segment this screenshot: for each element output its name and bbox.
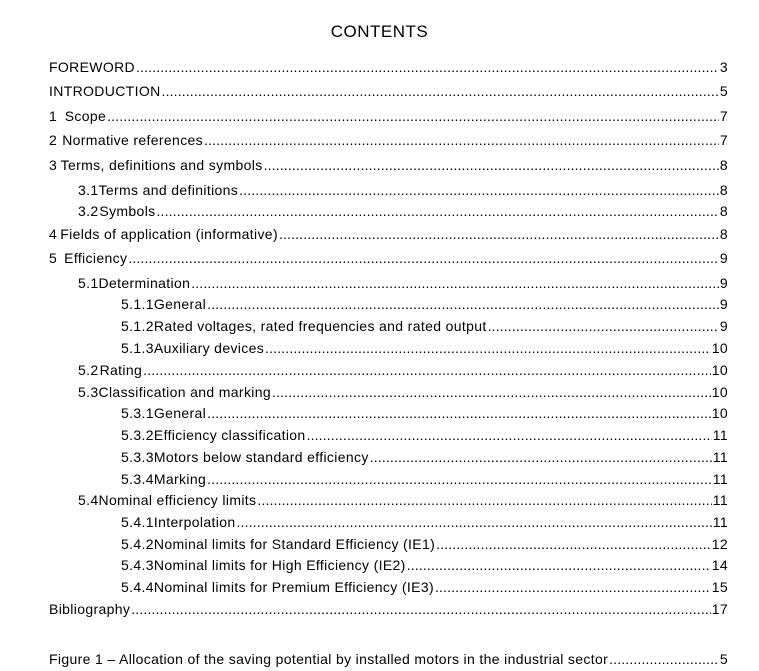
toc-entry-number: 5.4.4: [121, 579, 154, 595]
page-title: CONTENTS: [330, 22, 429, 41]
dot-leader: [237, 514, 712, 530]
toc-entry-page: 9: [719, 318, 728, 334]
toc-entry-fields-of-application[interactable]: [49, 226, 728, 244]
toc-entry-limits-ie2[interactable]: [121, 557, 728, 575]
toc-entry-interpolation[interactable]: [121, 514, 728, 532]
toc-entry-rated-voltages[interactable]: [121, 318, 728, 336]
toc-entry-efficiency-classification[interactable]: [121, 427, 728, 445]
toc-entry-number: 2: [49, 132, 58, 148]
toc-entry-page: 7: [719, 132, 728, 148]
toc-entry-page: 14: [711, 557, 728, 573]
toc-entry-number: 5.3.4: [121, 471, 154, 487]
toc-entry-number: 5.3.3: [121, 449, 154, 465]
toc-entry-number: 5.3.2: [121, 427, 154, 443]
toc-entry-number: 5.1.2: [121, 318, 154, 334]
dot-leader: [265, 340, 711, 356]
toc-entry-page: 5: [719, 83, 728, 99]
toc-entry-page: 10: [711, 340, 728, 356]
toc-entry-page: 10: [711, 362, 728, 378]
toc-entry-label: Efficiency classification: [153, 427, 306, 443]
toc-entry-label: FOREWORD: [49, 59, 136, 75]
toc-entry-terms-and-definitions[interactable]: [78, 182, 728, 200]
toc-entry-page: 11: [712, 514, 728, 530]
toc-entry-number: 5.4: [78, 492, 99, 508]
toc-entry-page: 15: [711, 579, 728, 595]
toc-entry-page: 8: [719, 157, 728, 173]
toc-entry-scope[interactable]: [49, 108, 728, 126]
toc-entry-label: Nominal limits for Premium Efficiency (IE3): [153, 579, 434, 595]
toc-entry-limits-ie3[interactable]: [121, 579, 728, 597]
dot-leader: [307, 427, 712, 443]
dot-leader: [272, 384, 711, 400]
toc-entry-rating[interactable]: [78, 362, 728, 380]
toc-entry-symbols[interactable]: [78, 203, 728, 221]
dot-leader: [157, 203, 719, 219]
toc-entry-label: Classification and marking: [98, 384, 272, 400]
toc-entry-number: 5.2: [78, 362, 99, 378]
dot-leader: [162, 83, 719, 99]
toc-entry-label: INTRODUCTION: [49, 83, 161, 99]
toc-entry-nominal-efficiency-limits[interactable]: [78, 492, 728, 510]
toc-entry-label: Fields of application (informative): [60, 226, 278, 242]
toc-entry-page: 17: [711, 601, 728, 617]
toc-entry-page: 8: [719, 226, 728, 242]
toc-entry-page: 12: [711, 536, 728, 552]
toc-entry-label: Bibliography: [49, 601, 131, 617]
toc-entry-bibliography[interactable]: [49, 601, 728, 619]
toc-entry-page: 11: [712, 471, 728, 487]
toc-entry-label: Motors below standard efficiency: [153, 449, 369, 465]
dot-leader: [136, 59, 719, 75]
dot-leader: [264, 157, 719, 173]
toc-entry-number: 5.4.1: [121, 514, 154, 530]
dot-leader: [207, 471, 712, 487]
dot-leader: [128, 250, 719, 266]
toc-entry-page: 11: [712, 427, 728, 443]
dot-leader: [488, 318, 719, 334]
toc-entry-label: General: [153, 296, 207, 312]
toc-entry-label: Determination: [98, 275, 191, 291]
toc-entry-determination[interactable]: [78, 275, 728, 293]
figure-entry-1[interactable]: [49, 651, 728, 669]
dot-leader: [191, 275, 719, 291]
toc-entry-label: Rated voltages, rated frequencies and rated output: [153, 318, 487, 334]
toc-entry-introduction[interactable]: [49, 83, 728, 101]
toc-entry-page: 10: [711, 384, 728, 400]
dot-leader: [435, 579, 711, 595]
toc-entry-number: 3: [49, 157, 58, 173]
toc-entry-label: Symbols: [99, 203, 156, 219]
toc-entry-label: Nominal limits for High Efficiency (IE2): [153, 557, 406, 573]
toc-entry-label: Normative references: [62, 132, 204, 148]
toc-entry-page: 9: [719, 296, 728, 312]
dot-leader: [257, 492, 711, 508]
toc-entry-label: Marking: [153, 471, 207, 487]
toc-entry-label: Terms, definitions and symbols: [60, 157, 263, 173]
dot-leader: [279, 226, 719, 242]
toc-entry-label: Scope: [64, 108, 107, 124]
toc-entry-efficiency[interactable]: [49, 250, 728, 268]
toc-entry-label: Rating: [99, 362, 143, 378]
toc-entry-page: 3: [719, 59, 728, 75]
dot-leader: [207, 296, 719, 312]
figure-entry-page: 5: [719, 651, 728, 667]
toc-entry-page: 9: [719, 275, 728, 291]
toc-entry-number: 5.1.3: [121, 340, 154, 356]
toc-entry-limits-ie1[interactable]: [121, 536, 728, 554]
dot-leader: [239, 182, 719, 198]
toc-entry-number: 3.2: [78, 203, 99, 219]
figure-entry-label: Figure 1 – Allocation of the saving potential by installed motors in the industrial sector: [49, 651, 609, 667]
dot-leader: [143, 362, 711, 378]
dot-leader: [436, 536, 711, 552]
toc-entry-general-511[interactable]: [121, 296, 728, 314]
toc-entry-marking[interactable]: [121, 471, 728, 489]
toc-entry-label: Interpolation: [153, 514, 236, 530]
dot-leader: [207, 405, 711, 421]
toc-entry-auxiliary-devices[interactable]: [121, 340, 728, 358]
toc-entry-classification-and-marking[interactable]: [78, 384, 728, 402]
toc-entry-number: 5: [49, 250, 58, 266]
toc-entry-label: Terms and definitions: [98, 182, 239, 198]
toc-entry-normative-references[interactable]: [49, 132, 728, 150]
toc-entry-number: 5.1.1: [121, 296, 154, 312]
toc-entry-number: 5.1: [78, 275, 99, 291]
toc-entry-page: 11: [712, 449, 728, 465]
dot-leader: [609, 651, 719, 667]
toc-entry-label: Nominal efficiency limits: [98, 492, 257, 508]
dot-leader: [407, 557, 711, 573]
toc-entry-general-531[interactable]: [121, 405, 728, 423]
toc-entry-foreword[interactable]: [49, 59, 728, 77]
toc-entry-page: 7: [719, 108, 728, 124]
toc-entry-label: Efficiency: [64, 250, 128, 266]
dot-leader: [370, 449, 712, 465]
toc-entry-number: 5.4.2: [121, 536, 154, 552]
toc-entry-number: 4: [49, 226, 58, 242]
toc-entry-page: 11: [712, 492, 728, 508]
toc-entry-page: 10: [711, 405, 728, 421]
toc-entry-number: 5.3.1: [121, 405, 154, 421]
toc-entry-number: 1: [49, 108, 58, 124]
toc-entry-motors-below-standard[interactable]: [121, 449, 728, 467]
toc-entry-page: 9: [719, 250, 728, 266]
toc-entry-number: 3.1: [78, 182, 99, 198]
toc-entry-terms-definitions-symbols[interactable]: [49, 157, 728, 175]
toc-entry-label: Auxiliary devices: [153, 340, 265, 356]
dot-leader: [204, 132, 719, 148]
toc-entry-label: General: [153, 405, 207, 421]
dot-leader: [107, 108, 719, 124]
toc-entry-page: 8: [719, 203, 728, 219]
toc-entry-number: 5.3: [78, 384, 99, 400]
dot-leader: [131, 601, 710, 617]
toc-entry-label: Nominal limits for Standard Efficiency (IE1): [153, 536, 436, 552]
toc-entry-page: 8: [719, 182, 728, 198]
toc-entry-number: 5.4.3: [121, 557, 154, 573]
